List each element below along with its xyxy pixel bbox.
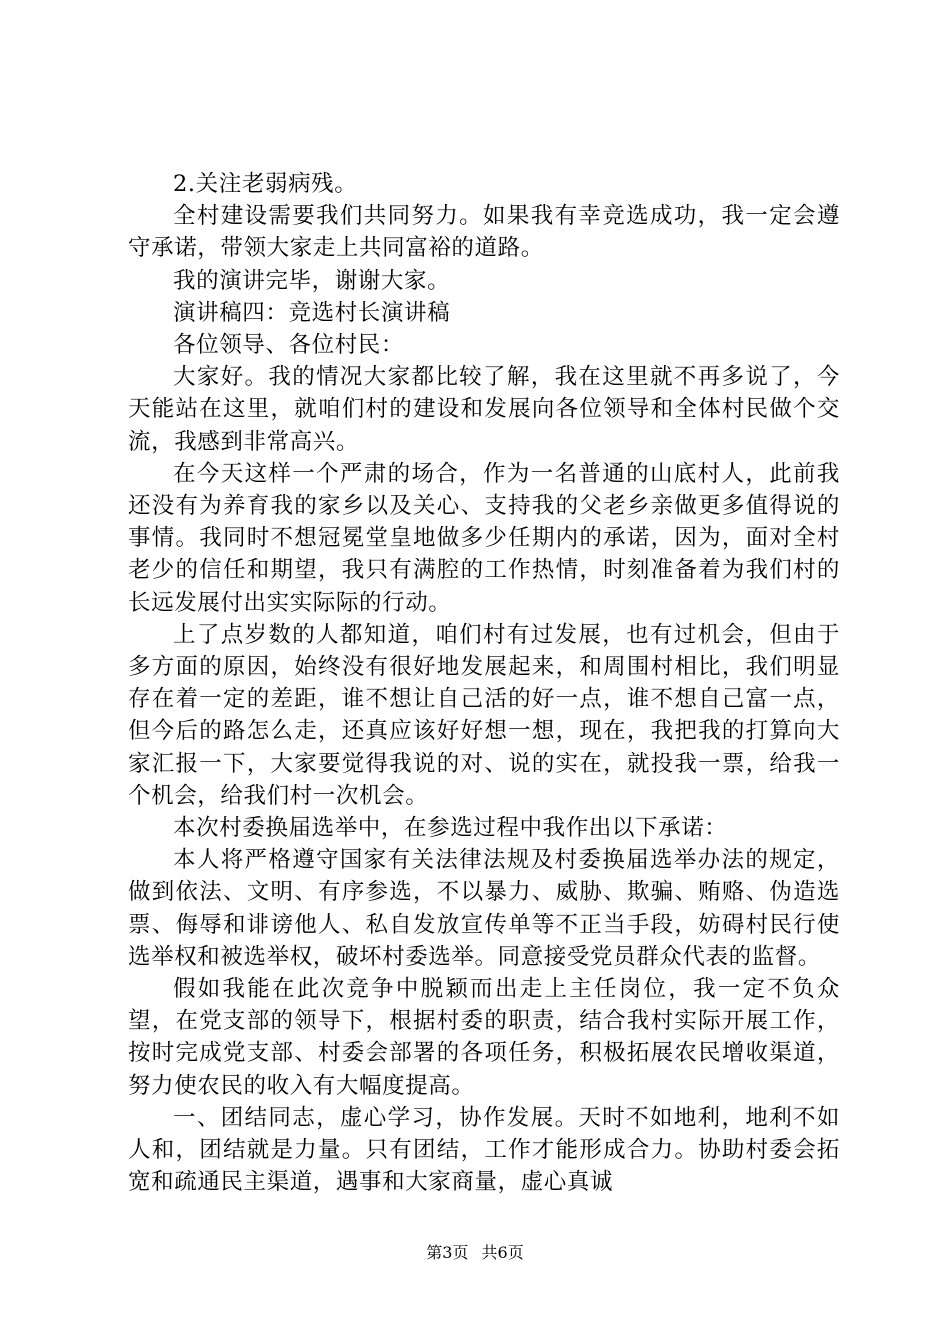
page-total: 共6页 — [481, 1243, 524, 1262]
paragraph: 本次村委换届选举中，在参选过程中我作出以下承诺： — [173, 815, 728, 842]
paragraph: 我的演讲完毕，谢谢大家。 — [173, 267, 451, 294]
paragraph: 假如我能在此次竞争中脱颖而出走上主任岗位，我一定不负众望，在党支部的领导下，根据村委的职责，结合我村实际开展工作，按时完成党支部、村委会部署的各项任务，积极拓展农民增收渠道，努力使农民的收入有大幅度提高。 — [128, 976, 840, 1099]
paragraph: 在今天这样一个严肃的场合，作为一名普通的山底村人，此前我还没有为养育我的家乡以及关心、支持我的父老乡亲做更多值得说的事情。我同时不想冠冕堂皇地做多少任期内的承诺，因为，面对全村老少的信任和期望，我只有满腔的工作热情，时刻准备着为我们村的长远发展付出实实际际的行动。 — [128, 460, 840, 616]
paragraph: 2.关注老弱病残。 — [173, 171, 358, 197]
section-heading: 演讲稿四：竞选村长演讲稿 — [173, 299, 451, 326]
page-footer — [0, 1240, 950, 1263]
document-body — [128, 168, 840, 1199]
salutation: 各位领导、各位村民： — [173, 332, 405, 359]
paragraph: 一、团结同志，虚心学习，协作发展。天时不如地利，地利不如人和，团结就是力量。只有团结，工作才能形成合力。协助村委会拓宽和疏通民主渠道，遇事和大家商量，虚心真诚 — [128, 1104, 840, 1196]
paragraph: 上了点岁数的人都知道，咱们村有过发展，也有过机会，但由于多方面的原因，始终没有很好地发展起来，和周围村相比，我们明显存在着一定的差距，谁不想让自己活的好一点，谁不想自己富一点，但今后的路怎么走，还真应该好好想一想，现在，我把我的打算向大家汇报一下，大家要觉得我说的对、说的实在，就投我一票，给我一个机会，给我们村一次机会。 — [128, 621, 840, 809]
paragraph: 本人将严格遵守国家有关法律法规及村委换届选举办法的规定，做到依法、文明、有序参选，不以暴力、威胁、欺骗、贿赂、伪造选票、侮辱和诽谤他人、私自发放宣传单等不正当手段，妨碍村民行使选举权和被选举权，破坏村委选举。同意接受党员群众代表的监督。 — [128, 847, 840, 970]
paragraph: 大家好。我的情况大家都比较了解，我在这里就不再多说了，今天能站在这里，就咱们村的建设和发展向各位领导和全体村民做个交流，我感到非常高兴。 — [128, 364, 840, 455]
page-number: 第3页 — [426, 1243, 469, 1262]
paragraph: 全村建设需要我们共同努力。如果我有幸竞选成功，我一定会遵守承诺，带领大家走上共同富裕的道路。 — [128, 203, 840, 262]
